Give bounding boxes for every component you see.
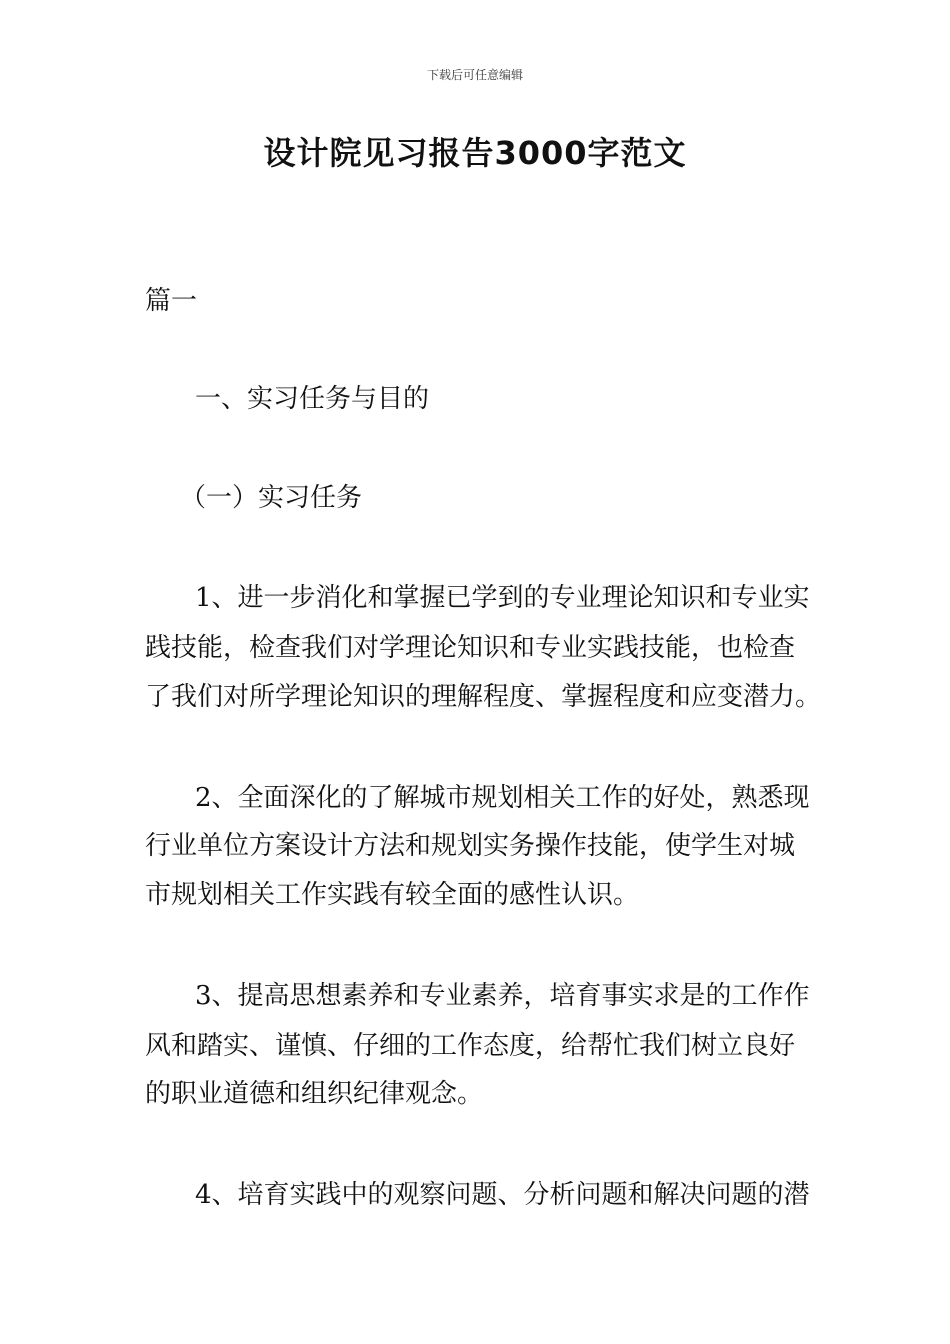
paragraph-2-line-1: 2、全面深化的了解城市规划相关工作的好处，熟悉现 bbox=[195, 783, 810, 813]
paragraph-3-line-3: 的职业道德和组织纪律观念。 bbox=[145, 1079, 484, 1109]
paragraph-2-line-2: 行业单位方案设计方法和规划实务操作技能，使学生对城 bbox=[145, 831, 796, 861]
paragraph-1-line-2: 践技能，检查我们对学理论知识和专业实践技能，也检查 bbox=[145, 633, 796, 663]
heading-task-and-purpose: 一、实习任务与目的 bbox=[195, 384, 430, 414]
subheading-tasks: （一）实习任务 bbox=[180, 483, 363, 513]
paragraph-4-line-1: 4、培育实践中的观察问题、分析问题和解决问题的潜 bbox=[195, 1180, 810, 1210]
paragraph-3-line-1: 3、提高思想素养和专业素养，培育事实求是的工作作 bbox=[195, 981, 810, 1011]
section-label: 篇一 bbox=[145, 286, 198, 316]
paragraph-1-line-3: 了我们对所学理论知识的理解程度、掌握程度和应变潜力。 bbox=[145, 682, 822, 712]
paragraph-2-line-3: 市规划相关工作实践有较全面的感性认识。 bbox=[145, 880, 640, 910]
document-title: 设计院见习报告3000字范文 bbox=[263, 134, 687, 172]
paragraph-3-line-2: 风和踏实、谨慎、仔细的工作态度，给帮忙我们树立良好 bbox=[145, 1031, 796, 1061]
paragraph-1-line-1: 1、进一步消化和掌握已学到的专业理论知识和专业实 bbox=[195, 583, 810, 613]
header-note: 下载后可任意编辑 bbox=[426, 68, 523, 82]
